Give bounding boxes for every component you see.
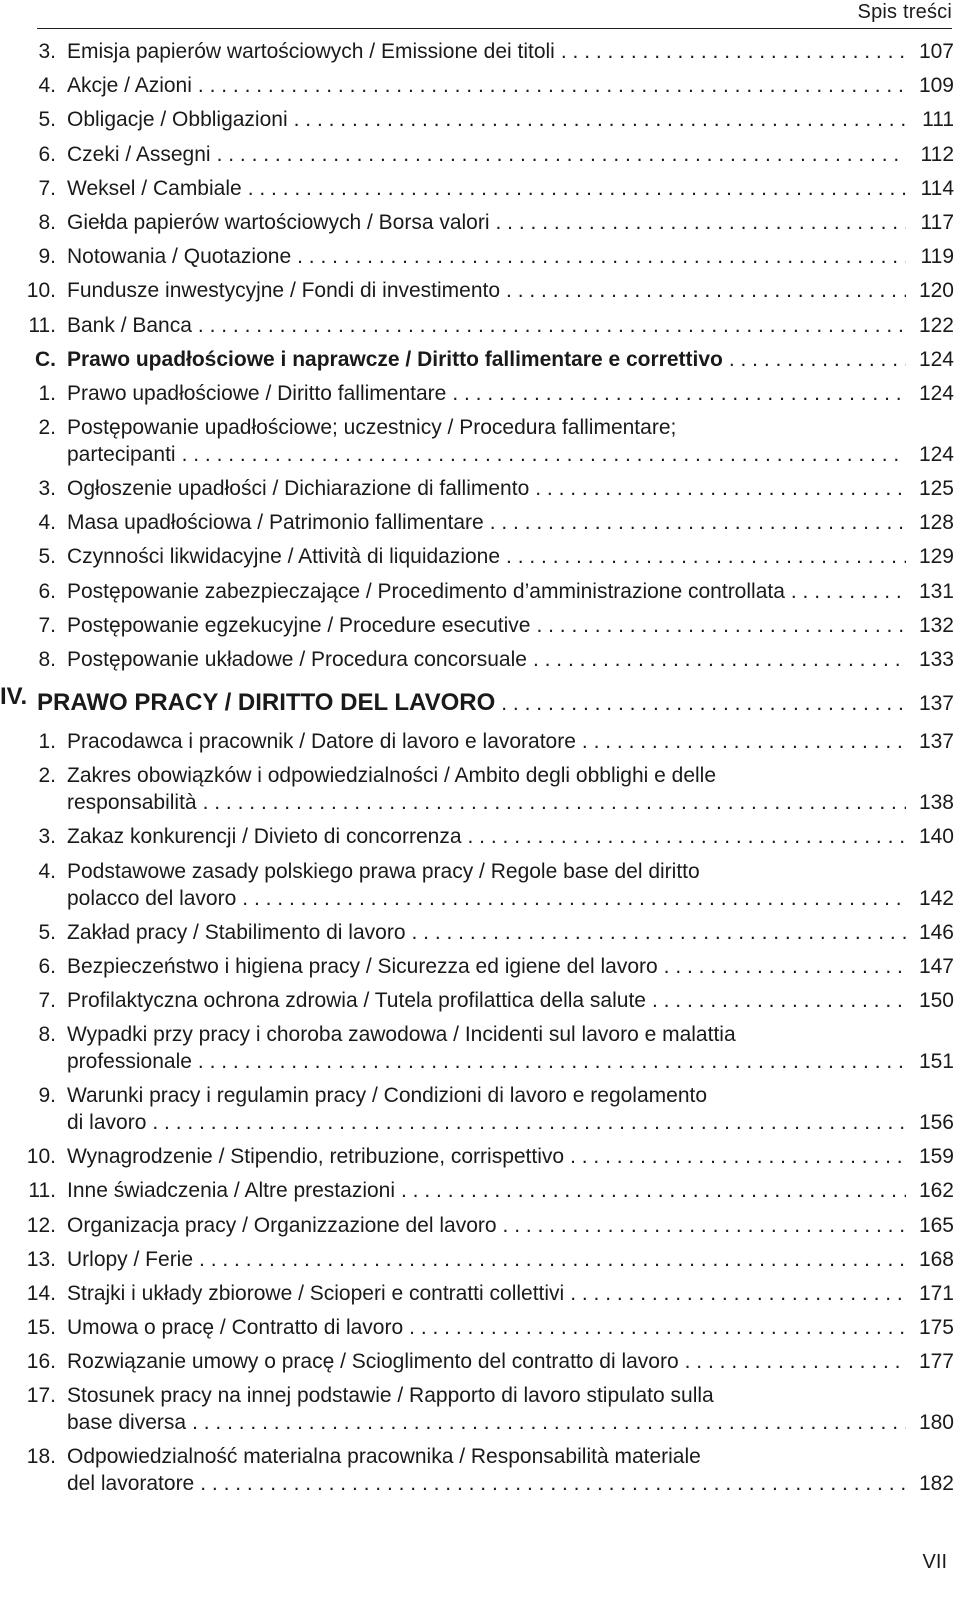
toc-entry-last-line <box>67 1409 954 1436</box>
toc-entry-body <box>67 380 954 408</box>
toc-entry-number: 8. <box>38 1023 56 1047</box>
toc-entry-body <box>67 953 954 981</box>
dot-leader <box>564 1280 906 1308</box>
toc-entry-last-line <box>67 1280 954 1308</box>
dot-leader <box>646 987 906 1015</box>
toc-entry-title: Emisja papierów wartościowych / Emissione dei titoli <box>67 40 555 63</box>
toc-entry-number: 5. <box>38 545 56 569</box>
toc-entry-title: Strajki i układy zbiorowe / Scioperi e contratti collettivi <box>67 1281 565 1305</box>
dot-leader <box>527 646 906 674</box>
toc-entry[interactable] <box>0 209 960 243</box>
toc-entry-page-number: 150 <box>918 988 954 1012</box>
toc-entry-number: 10. <box>26 1145 56 1169</box>
toc-entry-last-line <box>67 646 954 674</box>
running-head-title: Spis treści <box>857 1 952 23</box>
toc-entry[interactable] <box>0 312 960 346</box>
toc-entry[interactable] <box>0 953 960 987</box>
toc-entry-title: Wynagrodzenie / Stipendio, retribuzione, corrispettivo <box>67 1145 565 1169</box>
toc-entry[interactable] <box>0 578 960 612</box>
toc-entry-title-line: Stosunek pracy na innej podstawie / Rapporto di lavoro stipulato sulla <box>67 1384 714 1408</box>
toc-entry-number: 4. <box>38 511 56 535</box>
toc-entry-title: Postępowanie układowe / Procedura concorsuale <box>67 648 527 671</box>
toc-entry-page-number: 142 <box>918 886 954 910</box>
toc-entry[interactable] <box>0 858 960 919</box>
toc-entry-page-number: 125 <box>918 477 954 501</box>
toc-entry-title-line: Podstawowe zasady polskiego prawa pracy / Regole base del diritto <box>67 859 700 883</box>
toc-entry-title: Czynności likwidacyjne / Attività di liquidazione <box>67 545 501 569</box>
dot-leader <box>236 885 906 912</box>
toc-entry-number: 3. <box>38 40 56 63</box>
toc-entry-title: Zakaz konkurencji / Divieto di concorrenza <box>67 825 462 849</box>
toc-entry-page-number: 114 <box>920 176 954 200</box>
toc-entry-last-line <box>67 823 954 851</box>
dot-leader <box>395 1177 906 1205</box>
toc-entry-title: Profilaktyczna ochrona zdrowia / Tutela profilattica della salute <box>67 988 646 1012</box>
dot-leader <box>146 1109 906 1136</box>
dot-leader <box>785 578 906 606</box>
page-number: VII <box>922 1551 947 1573</box>
toc-entry[interactable] <box>0 919 960 953</box>
toc-entry-body <box>67 762 954 816</box>
toc-entry-title: Bezpieczeństwo i higiena pracy / Sicurezza ed igiene del lavoro <box>67 954 658 978</box>
toc-entry-number: C. <box>35 347 56 371</box>
toc-entry-last-line <box>67 543 954 571</box>
toc-entry-number: 6. <box>38 579 56 603</box>
toc-entry-page-number: 124 <box>918 381 954 405</box>
toc-entry[interactable] <box>0 987 960 1021</box>
toc-entry[interactable] <box>0 277 960 311</box>
toc-entry-page-number: 119 <box>920 245 954 269</box>
toc-entry-body <box>67 1348 954 1376</box>
toc-entry-number: IV. <box>0 683 28 711</box>
toc-entry-body <box>67 1246 954 1274</box>
toc-entry-title-line: Zakres obowiązków i odpowiedzialności / Ambito degli obblighi e delle <box>67 764 717 788</box>
toc-entry[interactable] <box>0 414 960 475</box>
toc-entry-last-line <box>67 1314 954 1342</box>
dot-leader <box>197 789 906 816</box>
toc-entry-title: Postępowanie zabezpieczające / Procedimento d’amministrazione controllata <box>67 579 785 603</box>
toc-entry-last-line <box>67 612 954 640</box>
toc-section[interactable] <box>0 346 960 380</box>
dot-leader <box>176 441 906 468</box>
toc-entry-last-line <box>67 789 954 816</box>
toc-entry[interactable] <box>0 1177 960 1211</box>
toc-entry-page-number: 129 <box>918 545 954 569</box>
toc-entry-last-line <box>67 728 954 756</box>
toc-entry-title: Masa upadłościowa / Patrimonio fallimentare <box>67 511 484 535</box>
toc-entry[interactable] <box>0 1143 960 1177</box>
toc-entry-title: Rozwiązanie umowy o pracę / Scioglimento del contratto di lavoro <box>67 1350 679 1374</box>
toc-entry[interactable] <box>0 823 960 857</box>
toc-entry-page-number: 156 <box>918 1111 954 1135</box>
toc-entry-page-number: 165 <box>918 1213 954 1237</box>
toc-entry-page-number: 124 <box>918 443 954 467</box>
toc-entry-last-line <box>67 441 954 468</box>
toc-entry-body <box>67 1021 954 1075</box>
toc-entry-number: 17. <box>26 1384 56 1408</box>
toc-entry-number: 8. <box>38 210 56 234</box>
dot-leader <box>192 1048 906 1075</box>
dot-leader <box>555 38 906 66</box>
toc-entry-page-number: 182 <box>918 1472 954 1496</box>
toc-entry-number: 7. <box>38 988 56 1012</box>
dot-leader <box>576 728 906 756</box>
toc-entry-title: Obligacje / Obbligazioni <box>67 108 288 132</box>
toc-entry-page-number: 175 <box>918 1316 954 1340</box>
dot-leader <box>530 612 906 640</box>
dot-leader <box>529 475 906 503</box>
toc-entry[interactable] <box>0 1212 960 1246</box>
toc-entry-body <box>67 919 954 947</box>
toc-entry-title: Notowania / Quotazione <box>67 245 292 269</box>
toc-entry-body <box>67 38 954 66</box>
toc-entry-number: 13. <box>26 1247 56 1271</box>
table-of-contents <box>0 38 960 1504</box>
toc-entry-number: 1. <box>38 730 56 754</box>
dot-leader <box>192 72 906 100</box>
toc-entry[interactable] <box>0 1082 960 1143</box>
toc-entry-number: 7. <box>38 613 56 637</box>
toc-entry-body <box>67 987 954 1015</box>
toc-entry[interactable] <box>0 1246 960 1280</box>
toc-entry-body <box>67 543 954 571</box>
toc-entry-body <box>67 612 954 640</box>
toc-entry-body <box>67 1177 954 1205</box>
toc-entry-title-line: Odpowiedzialność materialna pracownika / Responsabilità materiale <box>67 1445 701 1469</box>
toc-entry-last-line <box>67 1348 954 1376</box>
dot-leader <box>403 1314 906 1342</box>
toc-entry-title: responsabilità <box>67 791 197 815</box>
dot-leader <box>658 953 906 981</box>
toc-entry-page-number: 177 <box>918 1350 954 1374</box>
dot-leader <box>406 919 907 947</box>
toc-entry-last-line <box>67 953 954 981</box>
toc-entry-body <box>67 1212 954 1240</box>
toc-entry-last-line <box>67 175 954 203</box>
toc-entry-last-line <box>67 380 954 408</box>
toc-entry-body <box>67 509 954 537</box>
toc-entry[interactable] <box>0 475 960 509</box>
toc-entry-last-line <box>67 1470 954 1497</box>
toc-entry-body <box>67 106 954 134</box>
toc-entry-page-number: 122 <box>918 313 954 337</box>
toc-entry-title-line: Wypadki przy pracy i choroba zawodowa / Incidenti sul lavoro e malattia <box>67 1023 736 1047</box>
dot-leader <box>495 687 906 721</box>
toc-entry-number: 4. <box>38 859 56 883</box>
toc-entry[interactable] <box>0 72 960 106</box>
toc-entry[interactable] <box>0 612 960 646</box>
dot-leader <box>211 141 906 169</box>
toc-entry-body <box>67 1382 954 1436</box>
toc-entry-number: 15. <box>26 1316 56 1340</box>
toc-entry-last-line <box>67 475 954 503</box>
dot-leader <box>564 1143 906 1171</box>
toc-entry-number: 16. <box>26 1350 56 1374</box>
toc-entry-title: Umowa o pracę / Contratto di lavoro <box>67 1316 404 1340</box>
dot-leader <box>462 823 906 851</box>
toc-entry-title: base diversa <box>67 1411 187 1435</box>
toc-entry-body <box>67 475 954 503</box>
toc-entry-last-line <box>67 509 954 537</box>
toc-entry-last-line <box>67 277 954 305</box>
toc-entry-page-number: 124 <box>918 347 954 371</box>
toc-entry-last-line <box>67 1109 954 1136</box>
toc-entry[interactable] <box>0 1021 960 1082</box>
toc-entry-page-number: 107 <box>918 40 954 63</box>
toc-entry-body <box>67 312 954 340</box>
toc-entry-title: Giełda papierów wartościowych / Borsa valori <box>67 210 490 234</box>
toc-entry-title: Organizacja pracy / Organizzazione del lavoro <box>67 1213 497 1237</box>
toc-entry-body <box>67 1143 954 1171</box>
toc-entry-number: 10. <box>26 279 56 303</box>
toc-entry-title: professionale <box>67 1050 192 1074</box>
toc-entry-title: Prawo upadłościowe i naprawcze / Diritto fallimentare e correttivo <box>67 347 723 371</box>
toc-entry-page-number: 146 <box>918 920 954 944</box>
toc-entry-body <box>67 728 954 756</box>
toc-entry-last-line <box>67 885 954 912</box>
toc-entry-number: 7. <box>38 176 56 200</box>
toc-entry[interactable] <box>0 728 960 762</box>
toc-entry-title: di lavoro <box>67 1111 147 1135</box>
toc-entry[interactable] <box>0 38 960 72</box>
toc-entry-number: 8. <box>38 648 56 671</box>
toc-entry-body <box>67 1314 954 1342</box>
toc-entry-title-line: Postępowanie upadłościowe; uczestnicy / Procedura fallimentare; <box>67 416 677 440</box>
toc-entry-last-line <box>67 1212 954 1240</box>
toc-entry-title: Urlopy / Ferie <box>67 1247 194 1271</box>
toc-entry[interactable] <box>0 380 960 414</box>
toc-entry-number: 6. <box>38 142 56 166</box>
toc-entry-body <box>67 578 954 606</box>
toc-entry-page-number: 137 <box>918 692 954 716</box>
dot-leader <box>484 509 906 537</box>
dot-leader <box>194 1470 906 1497</box>
toc-entry-page-number: 138 <box>918 791 954 815</box>
dot-leader <box>288 106 906 134</box>
toc-entry[interactable] <box>0 1280 960 1314</box>
toc-entry-last-line <box>67 141 954 169</box>
toc-entry-number: 2. <box>38 764 56 788</box>
toc-entry-last-line <box>67 209 954 237</box>
running-head <box>37 0 952 29</box>
toc-entry-title: Zakład pracy / Stabilimento di lavoro <box>67 920 406 944</box>
toc-entry-number: 18. <box>26 1445 56 1469</box>
toc-entry-title-line: Warunki pracy i regulamin pracy / Condizioni di lavoro e regolamento <box>67 1084 708 1108</box>
toc-entry[interactable] <box>0 141 960 175</box>
toc-entry-body <box>67 72 954 100</box>
toc-entry[interactable] <box>0 1348 960 1382</box>
toc-entry-title: Postępowanie egzekucyjne / Procedure esecutive <box>67 613 531 637</box>
toc-entry-title: Prawo upadłościowe / Diritto fallimentare <box>67 381 447 405</box>
toc-entry-number: 9. <box>38 1084 56 1108</box>
toc-entry-body <box>67 646 954 674</box>
toc-entry-number: 5. <box>38 108 56 132</box>
toc-entry-page-number: 117 <box>920 210 954 234</box>
toc-entry-page-number: 180 <box>918 1411 954 1435</box>
toc-entry-body <box>67 823 954 851</box>
dot-leader <box>192 312 906 340</box>
toc-entry-page-number: 171 <box>918 1281 954 1305</box>
dot-leader <box>679 1348 906 1376</box>
toc-entry-last-line <box>67 38 954 66</box>
toc-entry[interactable] <box>0 543 960 577</box>
toc-entry-last-line <box>67 578 954 606</box>
dot-leader <box>446 380 906 408</box>
toc-entry-last-line <box>67 1048 954 1075</box>
toc-entry-body <box>67 1082 954 1136</box>
toc-entry-title: Ogłoszenie upadłości / Dichiarazione di fallimento <box>67 477 530 501</box>
toc-entry-page-number: 112 <box>920 142 954 166</box>
toc-entry[interactable] <box>0 1314 960 1348</box>
toc-entry-title: Akcje / Azioni <box>67 74 192 98</box>
toc-entry-page-number: 137 <box>918 730 954 754</box>
toc-entry[interactable] <box>0 646 960 680</box>
toc-entry-page-number: 120 <box>918 279 954 303</box>
toc-entry-title: partecipanti <box>67 443 176 467</box>
toc-entry-body <box>37 686 954 721</box>
toc-entry-last-line <box>67 1177 954 1205</box>
toc-entry-last-line <box>67 1143 954 1171</box>
toc-entry-body <box>67 1443 954 1497</box>
toc-entry-title: Bank / Banca <box>67 313 192 337</box>
toc-entry-page-number: 151 <box>918 1050 954 1074</box>
toc-entry-number: 5. <box>38 920 56 944</box>
toc-entry-body <box>67 858 954 912</box>
dot-leader <box>242 175 906 203</box>
toc-entry[interactable] <box>0 509 960 543</box>
toc-entry[interactable] <box>0 243 960 277</box>
toc-entry-last-line <box>37 686 954 721</box>
toc-entry-number: 2. <box>38 416 56 440</box>
toc-chapter[interactable] <box>0 680 960 728</box>
toc-entry-page-number: 131 <box>918 579 954 603</box>
toc-entry-number: 11. <box>28 1179 56 1203</box>
dot-leader <box>186 1409 906 1436</box>
toc-entry-title: del lavoratore <box>67 1472 195 1496</box>
toc-entry[interactable] <box>0 1443 960 1504</box>
dot-leader <box>291 243 906 271</box>
dot-leader <box>723 346 906 374</box>
toc-entry-page-number: 168 <box>918 1247 954 1271</box>
toc-entry-body <box>67 414 954 468</box>
toc-entry-body <box>67 346 954 374</box>
toc-entry-title: PRAWO PRACY / DIRITTO DEL LAVORO <box>37 689 496 717</box>
toc-entry-body <box>67 209 954 237</box>
toc-entry-title: Inne świadczenia / Altre prestazioni <box>67 1179 396 1203</box>
toc-entry-last-line <box>67 312 954 340</box>
dot-leader <box>193 1246 906 1274</box>
toc-entry-number: 3. <box>38 825 56 849</box>
toc-entry-page-number: 162 <box>918 1179 954 1203</box>
toc-entry-last-line <box>67 106 954 134</box>
toc-entry-number: 4. <box>38 74 56 98</box>
toc-entry-page-number: 109 <box>918 74 954 98</box>
toc-entry-number: 12. <box>26 1213 56 1237</box>
toc-entry-body <box>67 175 954 203</box>
toc-entry-number: 1. <box>38 381 56 405</box>
toc-entry-body <box>67 277 954 305</box>
toc-entry-page-number: 128 <box>918 511 954 535</box>
toc-entry-title: Fundusze inwestycyjne / Fondi di investimento <box>67 279 501 303</box>
toc-entry-last-line <box>67 919 954 947</box>
dot-leader <box>497 1212 906 1240</box>
toc-entry-number: 14. <box>26 1281 56 1305</box>
toc-entry-number: 6. <box>38 954 56 978</box>
toc-entry-number: 3. <box>38 477 56 501</box>
toc-entry[interactable] <box>0 175 960 209</box>
toc-entry-last-line <box>67 987 954 1015</box>
toc-entry-last-line <box>67 346 954 374</box>
toc-entry-page-number: 111 <box>922 108 954 132</box>
toc-entry-last-line <box>67 1246 954 1274</box>
toc-entry[interactable] <box>0 1382 960 1443</box>
toc-entry[interactable] <box>0 762 960 823</box>
toc-entry-last-line <box>67 72 954 100</box>
toc-entry-page-number: 147 <box>918 954 954 978</box>
toc-entry-body <box>67 141 954 169</box>
toc-entry-body <box>67 1280 954 1308</box>
toc-entry-title: Weksel / Cambiale <box>67 176 242 200</box>
toc-entry-number: 11. <box>28 313 56 337</box>
dot-leader <box>500 543 906 571</box>
toc-entry-title: polacco del lavoro <box>67 886 237 910</box>
toc-entry-page-number: 133 <box>918 648 954 671</box>
toc-entry-page-number: 159 <box>918 1145 954 1169</box>
toc-entry-title: Pracodawca i pracownik / Datore di lavoro e lavoratore <box>67 730 576 754</box>
toc-entry[interactable] <box>0 106 960 140</box>
dot-leader <box>500 277 906 305</box>
toc-entry-number: 9. <box>38 245 56 269</box>
toc-entry-body <box>67 243 954 271</box>
dot-leader <box>490 209 906 237</box>
toc-entry-page-number: 132 <box>918 613 954 637</box>
toc-entry-title: Czeki / Assegni <box>67 142 211 166</box>
toc-entry-page-number: 140 <box>918 825 954 849</box>
toc-entry-last-line <box>67 243 954 271</box>
